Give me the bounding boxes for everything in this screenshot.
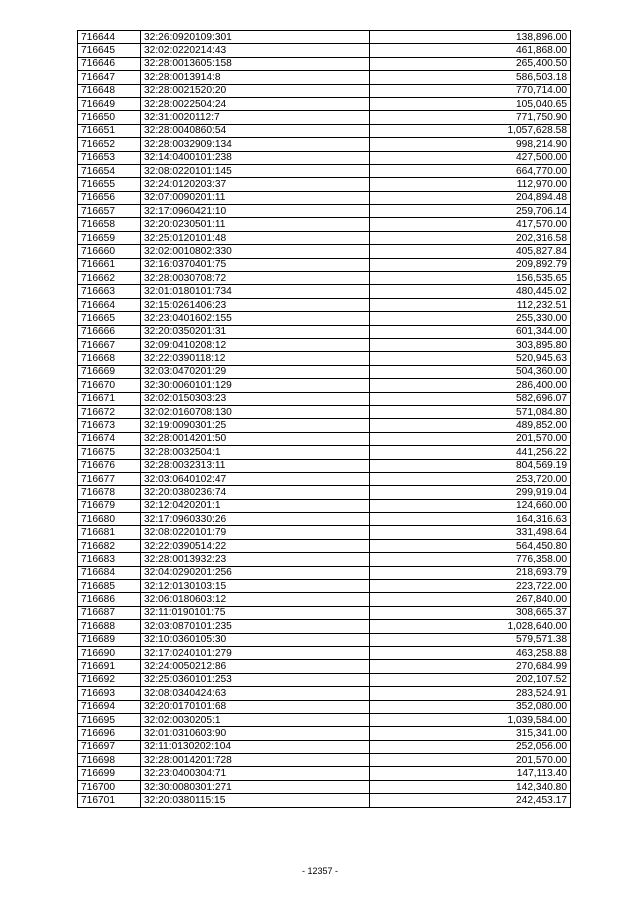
- table-row: [78, 298, 571, 311]
- cadastral-number-cell: 32:01:0180101:734: [141, 285, 370, 298]
- cadastral-number-cell: 32:17:0960330:26: [141, 513, 370, 526]
- cadastral-number-cell: 32:28:0021520:20: [141, 84, 370, 97]
- record-id-cell: 716684: [78, 566, 141, 579]
- amount-cell: 156,535.65: [370, 272, 571, 285]
- table-row: [78, 539, 571, 552]
- records-table: [77, 30, 571, 808]
- cadastral-number-cell: 32:08:0220101:79: [141, 526, 370, 539]
- record-id-cell: 716698: [78, 754, 141, 767]
- record-id-cell: 716669: [78, 365, 141, 378]
- record-id-cell: 716671: [78, 392, 141, 405]
- record-id-cell: 716692: [78, 673, 141, 686]
- table-row: [78, 713, 571, 726]
- record-id-cell: 716683: [78, 553, 141, 566]
- table-row: [78, 700, 571, 713]
- record-id-cell: 716701: [78, 794, 141, 807]
- amount-cell: 352,080.00: [370, 700, 571, 713]
- amount-cell: 504,360.00: [370, 365, 571, 378]
- amount-cell: 105,040.65: [370, 97, 571, 110]
- table-row: [78, 245, 571, 258]
- table-row: [78, 191, 571, 204]
- cadastral-number-cell: 32:11:0190101:75: [141, 606, 370, 619]
- table-row: [78, 432, 571, 445]
- cadastral-number-cell: 32:08:0220101:145: [141, 164, 370, 177]
- record-id-cell: 716657: [78, 205, 141, 218]
- cadastral-number-cell: 32:01:0310603:90: [141, 727, 370, 740]
- table-row: [78, 164, 571, 177]
- record-id-cell: 716673: [78, 419, 141, 432]
- amount-cell: 489,852.00: [370, 419, 571, 432]
- table-row: [78, 673, 571, 686]
- cadastral-number-cell: 32:09:0410208:12: [141, 338, 370, 351]
- amount-cell: 201,570.00: [370, 432, 571, 445]
- record-id-cell: 716666: [78, 325, 141, 338]
- cadastral-number-cell: 32:20:0170101:68: [141, 700, 370, 713]
- cadastral-number-cell: 32:24:0050212:86: [141, 660, 370, 673]
- amount-cell: 1,039,584.00: [370, 713, 571, 726]
- amount-cell: 138,896.00: [370, 31, 571, 44]
- cadastral-number-cell: 32:17:0240101:279: [141, 646, 370, 659]
- table-row: [78, 767, 571, 780]
- cadastral-number-cell: 32:28:0040860:54: [141, 124, 370, 137]
- amount-cell: 303,895.80: [370, 338, 571, 351]
- cadastral-number-cell: 32:20:0230501:11: [141, 218, 370, 231]
- table-row: [78, 620, 571, 633]
- cadastral-number-cell: 32:04:0290201:256: [141, 566, 370, 579]
- record-id-cell: 716653: [78, 151, 141, 164]
- cadastral-number-cell: 32:02:0150303:23: [141, 392, 370, 405]
- amount-cell: 480,445.02: [370, 285, 571, 298]
- amount-cell: 299,919.04: [370, 486, 571, 499]
- table-row: [78, 124, 571, 137]
- amount-cell: 417,570.00: [370, 218, 571, 231]
- table-row: [78, 365, 571, 378]
- cadastral-number-cell: 32:30:0080301:271: [141, 780, 370, 793]
- table-row: [78, 285, 571, 298]
- amount-cell: 218,693.79: [370, 566, 571, 579]
- cadastral-number-cell: 32:06:0180603:12: [141, 593, 370, 606]
- cadastral-number-cell: 32:28:0032504:1: [141, 446, 370, 459]
- cadastral-number-cell: 32:12:0420201:1: [141, 499, 370, 512]
- amount-cell: 564,450.80: [370, 539, 571, 552]
- cadastral-number-cell: 32:22:0390118:12: [141, 352, 370, 365]
- record-id-cell: 716665: [78, 312, 141, 325]
- cadastral-number-cell: 32:28:0013932:23: [141, 553, 370, 566]
- cadastral-number-cell: 32:20:0380236:74: [141, 486, 370, 499]
- record-id-cell: 716645: [78, 44, 141, 57]
- cadastral-number-cell: 32:25:0120101:48: [141, 231, 370, 244]
- cadastral-number-cell: 32:03:0640102:47: [141, 472, 370, 485]
- cadastral-number-cell: 32:23:0401602:155: [141, 312, 370, 325]
- record-id-cell: 716680: [78, 513, 141, 526]
- table-row: [78, 338, 571, 351]
- amount-cell: 202,316.58: [370, 231, 571, 244]
- cadastral-number-cell: 32:11:0130202:104: [141, 740, 370, 753]
- record-id-cell: 716661: [78, 258, 141, 271]
- record-id-cell: 716675: [78, 446, 141, 459]
- table-row: [78, 633, 571, 646]
- table-row: [78, 754, 571, 767]
- record-id-cell: 716687: [78, 606, 141, 619]
- table-row: [78, 231, 571, 244]
- table-row: [78, 379, 571, 392]
- amount-cell: 315,341.00: [370, 727, 571, 740]
- cadastral-number-cell: 32:28:0030708:72: [141, 272, 370, 285]
- amount-cell: 147,113.40: [370, 767, 571, 780]
- cadastral-number-cell: 32:28:0032313:11: [141, 459, 370, 472]
- record-id-cell: 716652: [78, 138, 141, 151]
- record-id-cell: 716699: [78, 767, 141, 780]
- record-id-cell: 716655: [78, 178, 141, 191]
- cadastral-number-cell: 32:24:0120203:37: [141, 178, 370, 191]
- record-id-cell: 716674: [78, 432, 141, 445]
- record-id-cell: 716646: [78, 57, 141, 70]
- record-id-cell: 716693: [78, 687, 141, 700]
- cadastral-number-cell: 32:28:0022504:24: [141, 97, 370, 110]
- record-id-cell: 716676: [78, 459, 141, 472]
- amount-cell: 283,524.91: [370, 687, 571, 700]
- amount-cell: 204,894.48: [370, 191, 571, 204]
- cadastral-number-cell: 32:28:0014201:728: [141, 754, 370, 767]
- table-row: [78, 218, 571, 231]
- amount-cell: 461,868.00: [370, 44, 571, 57]
- cadastral-number-cell: 32:28:0014201:50: [141, 432, 370, 445]
- table-row: [78, 325, 571, 338]
- record-id-cell: 716651: [78, 124, 141, 137]
- amount-cell: 771,750.90: [370, 111, 571, 124]
- table-row: [78, 472, 571, 485]
- amount-cell: 441,256.22: [370, 446, 571, 459]
- table-row: [78, 205, 571, 218]
- amount-cell: 582,696.07: [370, 392, 571, 405]
- cadastral-number-cell: 32:03:0470201:29: [141, 365, 370, 378]
- cadastral-number-cell: 32:31:0020112:7: [141, 111, 370, 124]
- cadastral-number-cell: 32:25:0360101:253: [141, 673, 370, 686]
- record-id-cell: 716644: [78, 31, 141, 44]
- record-id-cell: 716659: [78, 231, 141, 244]
- table-row: [78, 740, 571, 753]
- cadastral-number-cell: 32:30:0060101:129: [141, 379, 370, 392]
- cadastral-number-cell: 32:16:0370401:75: [141, 258, 370, 271]
- amount-cell: 579,571.38: [370, 633, 571, 646]
- table-row: [78, 580, 571, 593]
- cadastral-number-cell: 32:08:0340424:63: [141, 687, 370, 700]
- cadastral-number-cell: 32:02:0160708:130: [141, 405, 370, 418]
- amount-cell: 270,684.99: [370, 660, 571, 673]
- amount-cell: 601,344.00: [370, 325, 571, 338]
- table-row: [78, 446, 571, 459]
- amount-cell: 253,720.00: [370, 472, 571, 485]
- record-id-cell: 716670: [78, 379, 141, 392]
- table-row: [78, 31, 571, 44]
- amount-cell: 308,665.37: [370, 606, 571, 619]
- record-id-cell: 716660: [78, 245, 141, 258]
- table-row: [78, 312, 571, 325]
- page-number: - 12357 -: [301, 866, 339, 876]
- table-row: [78, 486, 571, 499]
- table-row: [78, 84, 571, 97]
- table-row: [78, 687, 571, 700]
- amount-cell: 112,232.51: [370, 298, 571, 311]
- cadastral-number-cell: 32:15:0261406:23: [141, 298, 370, 311]
- cadastral-number-cell: 32:17:0960421:10: [141, 205, 370, 218]
- table-row: [78, 258, 571, 271]
- cadastral-number-cell: 32:28:0032909:134: [141, 138, 370, 151]
- record-id-cell: 716672: [78, 405, 141, 418]
- record-id-cell: 716697: [78, 740, 141, 753]
- cadastral-number-cell: 32:28:0013914:8: [141, 71, 370, 84]
- table-row: [78, 392, 571, 405]
- amount-cell: 463,258.88: [370, 646, 571, 659]
- record-id-cell: 716694: [78, 700, 141, 713]
- table-row: [78, 44, 571, 57]
- amount-cell: 1,057,628.58: [370, 124, 571, 137]
- amount-cell: 776,358.00: [370, 553, 571, 566]
- cadastral-number-cell: 32:02:0220214:43: [141, 44, 370, 57]
- cadastral-number-cell: 32:20:0350201:31: [141, 325, 370, 338]
- record-id-cell: 716668: [78, 352, 141, 365]
- table-row: [78, 111, 571, 124]
- record-id-cell: 716654: [78, 164, 141, 177]
- cadastral-number-cell: 32:02:0030205:1: [141, 713, 370, 726]
- record-id-cell: 716667: [78, 338, 141, 351]
- record-id-cell: 716663: [78, 285, 141, 298]
- amount-cell: 265,400.50: [370, 57, 571, 70]
- table-row: [78, 499, 571, 512]
- table-row: [78, 405, 571, 418]
- amount-cell: 202,107.52: [370, 673, 571, 686]
- amount-cell: 259,706.14: [370, 205, 571, 218]
- amount-cell: 1,028,640.00: [370, 620, 571, 633]
- table-row: [78, 646, 571, 659]
- amount-cell: 255,330.00: [370, 312, 571, 325]
- record-id-cell: 716682: [78, 539, 141, 552]
- records-table-body: [78, 31, 571, 808]
- record-id-cell: 716650: [78, 111, 141, 124]
- table-row: [78, 352, 571, 365]
- record-id-cell: 716681: [78, 526, 141, 539]
- amount-cell: 427,500.00: [370, 151, 571, 164]
- amount-cell: 209,892.79: [370, 258, 571, 271]
- amount-cell: 124,660.00: [370, 499, 571, 512]
- cadastral-number-cell: 32:10:0360105:30: [141, 633, 370, 646]
- table-row: [78, 606, 571, 619]
- cadastral-number-cell: 32:28:0013605:158: [141, 57, 370, 70]
- cadastral-number-cell: 32:12:0130103:15: [141, 580, 370, 593]
- table-row: [78, 151, 571, 164]
- table-row: [78, 566, 571, 579]
- amount-cell: 405,827.84: [370, 245, 571, 258]
- table-row: [78, 178, 571, 191]
- cadastral-number-cell: 32:20:0380115:15: [141, 794, 370, 807]
- amount-cell: 201,570.00: [370, 754, 571, 767]
- record-id-cell: 716677: [78, 472, 141, 485]
- amount-cell: 804,569.19: [370, 459, 571, 472]
- table-row: [78, 526, 571, 539]
- cadastral-number-cell: 32:07:0090201:11: [141, 191, 370, 204]
- table-row: [78, 71, 571, 84]
- record-id-cell: 716658: [78, 218, 141, 231]
- cadastral-number-cell: 32:14:0400101:238: [141, 151, 370, 164]
- table-row: [78, 459, 571, 472]
- amount-cell: 998,214.90: [370, 138, 571, 151]
- record-id-cell: 716679: [78, 499, 141, 512]
- amount-cell: 112,970.00: [370, 178, 571, 191]
- record-id-cell: 716678: [78, 486, 141, 499]
- amount-cell: 286,400.00: [370, 379, 571, 392]
- table-row: [78, 513, 571, 526]
- amount-cell: 571,084.80: [370, 405, 571, 418]
- record-id-cell: 716649: [78, 97, 141, 110]
- cadastral-number-cell: 32:02:0010802:330: [141, 245, 370, 258]
- amount-cell: 331,498.64: [370, 526, 571, 539]
- table-row: [78, 419, 571, 432]
- cadastral-number-cell: 32:23:0400304:71: [141, 767, 370, 780]
- amount-cell: 520,945.63: [370, 352, 571, 365]
- record-id-cell: 716686: [78, 593, 141, 606]
- record-id-cell: 716690: [78, 646, 141, 659]
- record-id-cell: 716700: [78, 780, 141, 793]
- cadastral-number-cell: 32:19:0090301:25: [141, 419, 370, 432]
- record-id-cell: 716689: [78, 633, 141, 646]
- record-id-cell: 716664: [78, 298, 141, 311]
- amount-cell: 664,770.00: [370, 164, 571, 177]
- table-row: [78, 97, 571, 110]
- record-id-cell: 716648: [78, 84, 141, 97]
- cadastral-number-cell: 32:03:0870101:235: [141, 620, 370, 633]
- table-row: [78, 727, 571, 740]
- record-id-cell: 716662: [78, 272, 141, 285]
- cadastral-number-cell: 32:26:0920109:301: [141, 31, 370, 44]
- amount-cell: 770,714.00: [370, 84, 571, 97]
- record-id-cell: 716691: [78, 660, 141, 673]
- amount-cell: 586,503.18: [370, 71, 571, 84]
- table-row: [78, 794, 571, 807]
- record-id-cell: 716688: [78, 620, 141, 633]
- table-row: [78, 57, 571, 70]
- table-row: [78, 780, 571, 793]
- amount-cell: 223,722.00: [370, 580, 571, 593]
- amount-cell: 252,056.00: [370, 740, 571, 753]
- record-id-cell: 716685: [78, 580, 141, 593]
- table-row: [78, 593, 571, 606]
- record-id-cell: 716647: [78, 71, 141, 84]
- amount-cell: 242,453.17: [370, 794, 571, 807]
- amount-cell: 267,840.00: [370, 593, 571, 606]
- table-row: [78, 138, 571, 151]
- table-row: [78, 660, 571, 673]
- amount-cell: 164,316.63: [370, 513, 571, 526]
- cadastral-number-cell: 32:22:0390514:22: [141, 539, 370, 552]
- record-id-cell: 716695: [78, 713, 141, 726]
- table-row: [78, 553, 571, 566]
- amount-cell: 142,340.80: [370, 780, 571, 793]
- table-row: [78, 272, 571, 285]
- record-id-cell: 716656: [78, 191, 141, 204]
- record-id-cell: 716696: [78, 727, 141, 740]
